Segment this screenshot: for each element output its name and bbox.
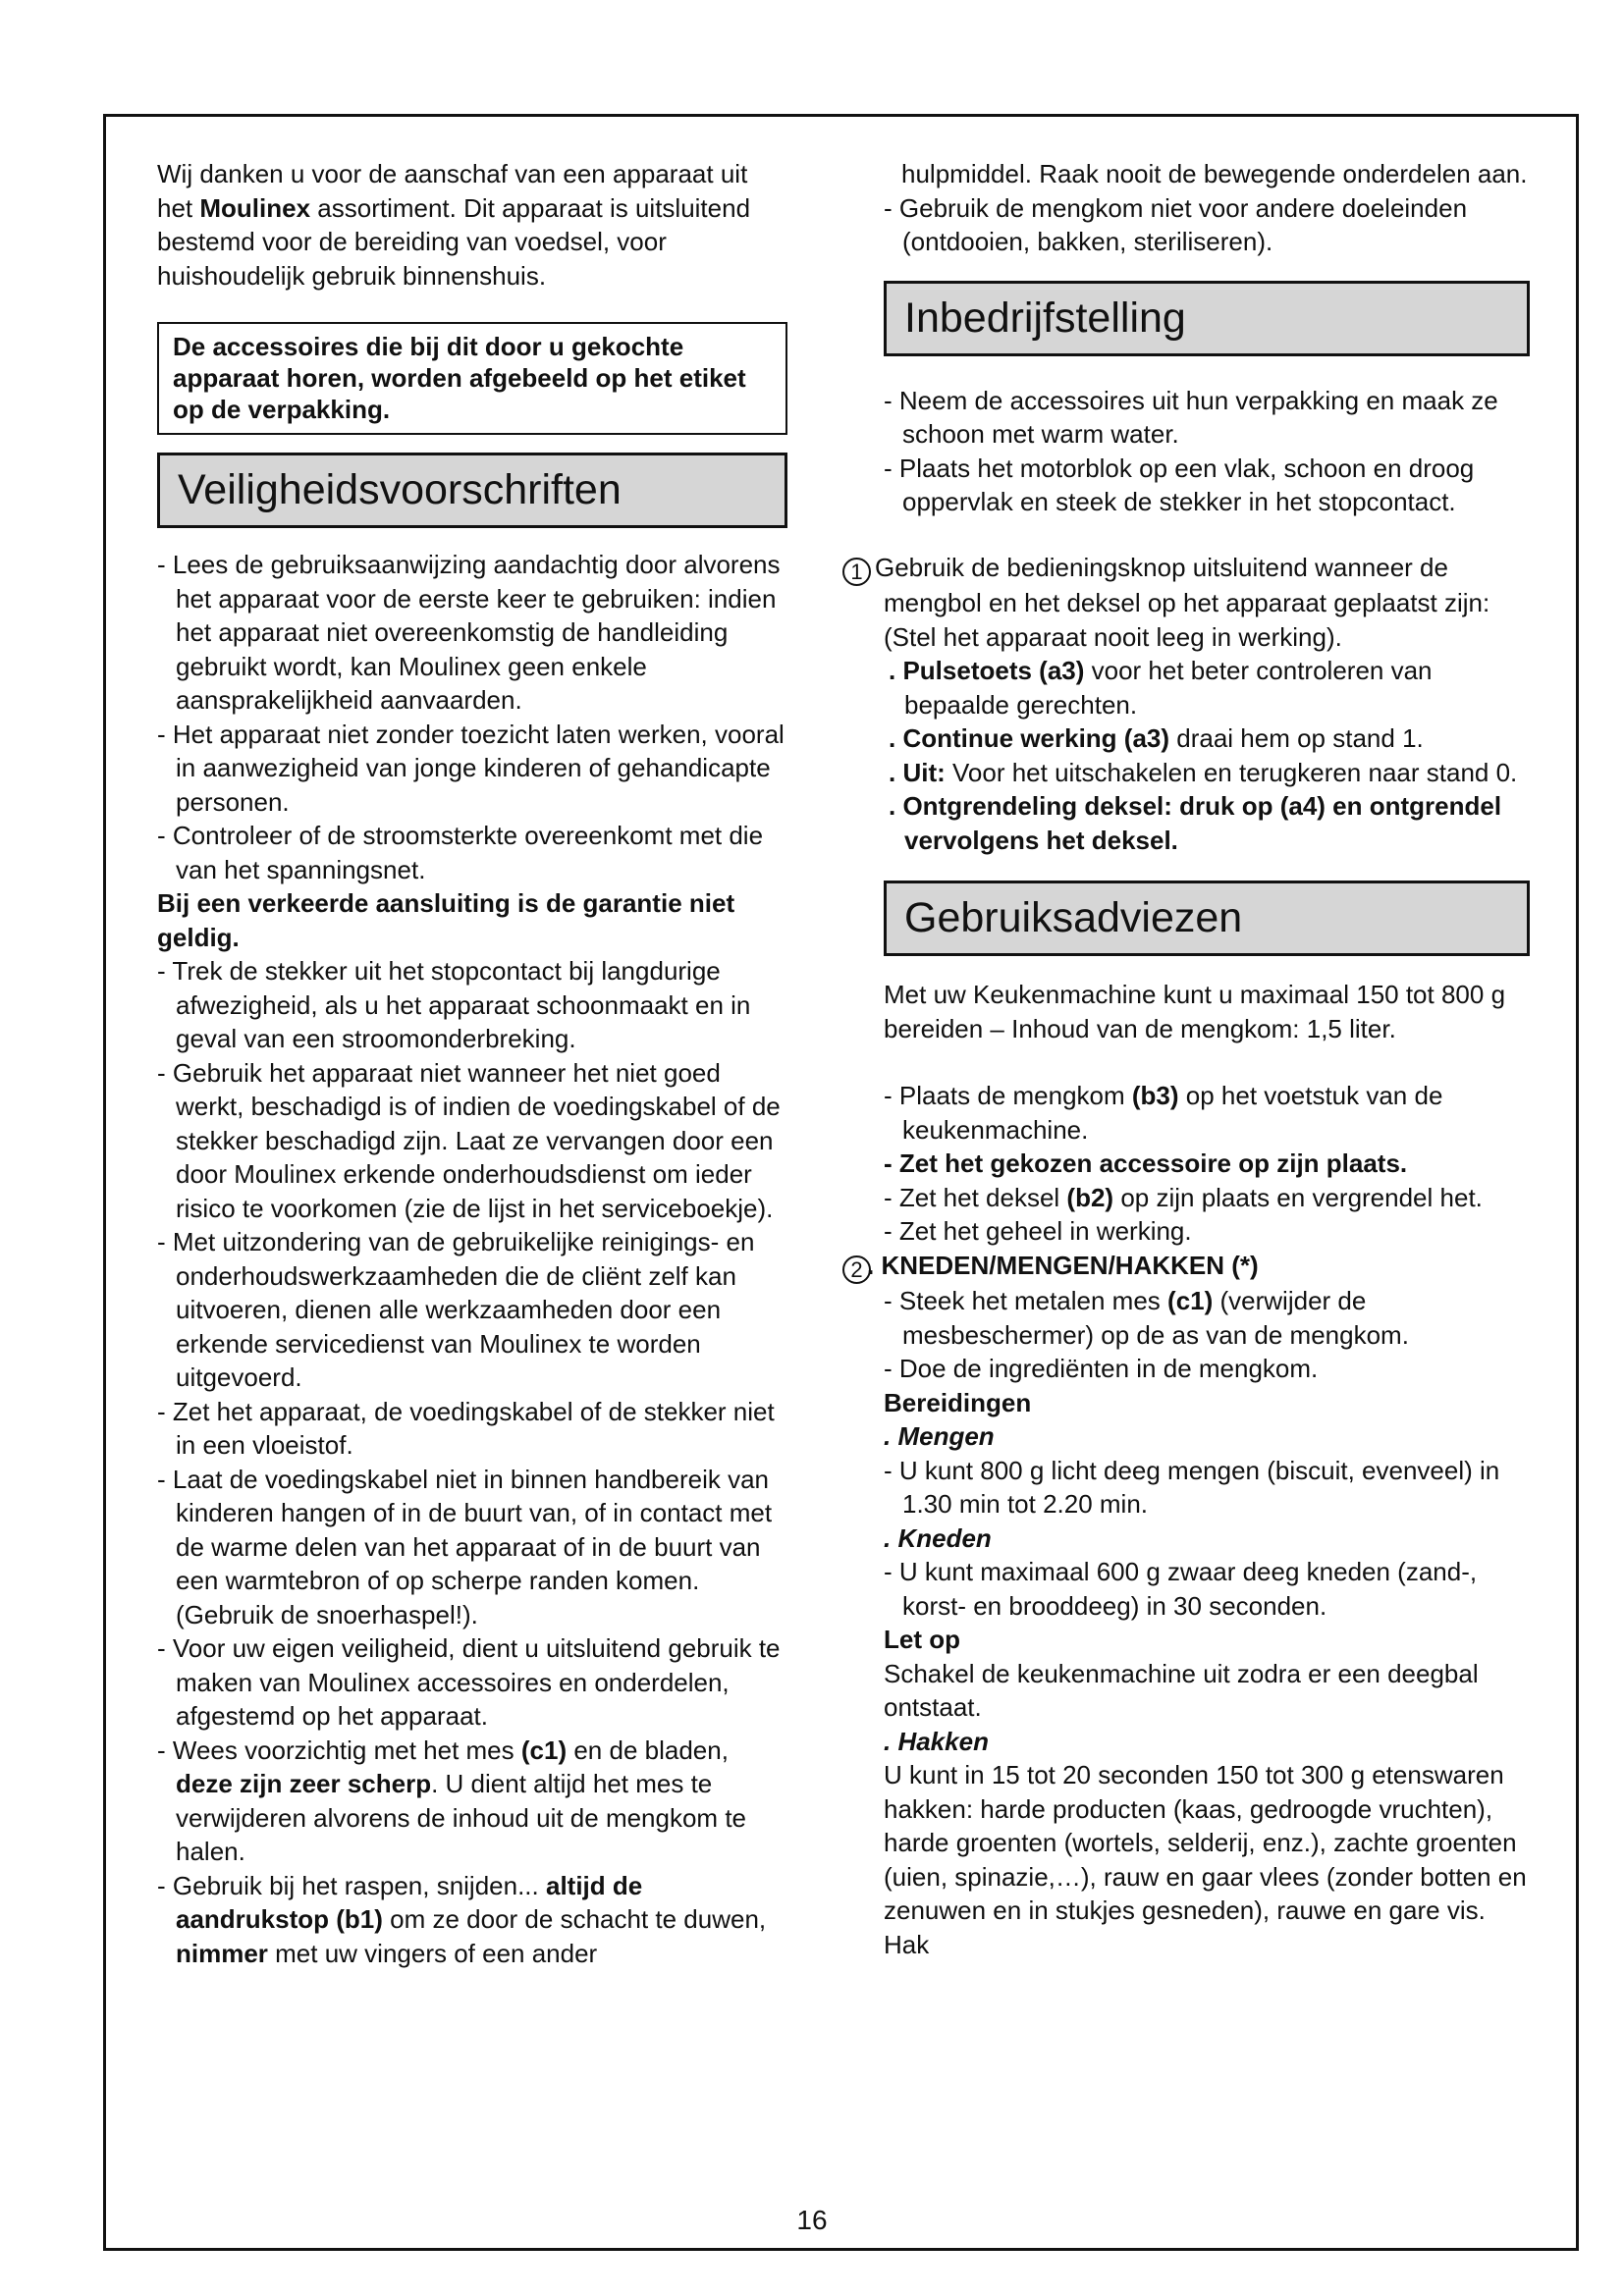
grater-warning: - Gebruik bij het raspen, snijden... altijd de aandrukstop (b1) om ze door de schacht te duwen, nimmer met uw vingers of een ander bbox=[157, 1870, 767, 1968]
usage-advice-heading: Gebruiksadviezen bbox=[884, 881, 1530, 956]
chopping-title: . Hakken bbox=[884, 1726, 989, 1756]
pulse-button-info: . Pulsetoets (a3) voor het beter controleren van bepaalde gerechten. bbox=[889, 656, 1433, 720]
safety-item: - Lees de gebruiksaanwijzing aandachtig door alvorens het apparaat voor de eerste keer te gebruiken: indien het apparaat niet overeenkomstig de handleiding gebruikt wordt, kan Moulinex geen enkele aansprakelijkheid aanvaarden. bbox=[157, 550, 781, 715]
step-1-marker: 1 bbox=[842, 558, 871, 586]
right-column bbox=[850, 157, 1530, 1961]
left-column bbox=[157, 157, 787, 1970]
lid-step: - Zet het deksel (b2) op zijn plaats en vergrendel het. bbox=[884, 1182, 1483, 1212]
preparations-title: Bereidingen bbox=[884, 1387, 1032, 1417]
step-2-marker: 2 bbox=[842, 1255, 871, 1284]
safety-item: - Voor uw eigen veiligheid, dient u uitsluitend gebruik te maken van Moulinex accessoires en onderdelen, afgestemd op het apparaat. bbox=[157, 1633, 781, 1731]
startup-item: - Neem de accessoires uit hun verpakking en maak ze schoon met warm water. bbox=[884, 385, 1498, 449]
place-bowl-step: - Plaats de mengkom (b3) op het voetstuk van de keukenmachine. bbox=[884, 1081, 1443, 1145]
safety-item: - Controleer of de stroomsterkte overeenkomt met die van het spanningsnet. bbox=[157, 821, 764, 884]
safety-item: - Met uitzondering van de gebruikelijke reinigings- en onderhoudswerkzaamheden die de cliënt zelf kan uitvoeren, dienen alle werkzaamheden door een erkende servicedienst van Moulinex te worden uitgevoerd. bbox=[157, 1227, 755, 1392]
lid-unlock-info: . Ontgrendeling deksel: druk op (a4) en ontgrendel vervolgens het deksel. bbox=[889, 791, 1502, 855]
run-step: - Zet het geheel in werking. bbox=[884, 1216, 1192, 1246]
note-title: Let op bbox=[884, 1625, 960, 1654]
mixing-title: . Mengen bbox=[884, 1421, 995, 1451]
page-number: 16 bbox=[796, 2205, 828, 2235]
safety-item: - Laat de voedingskabel niet in binnen handbereik van kinderen hangen of in de buurt van, of in contact met de warme delen van het apparaat of in de buurt van een warmtebron of op scherpe randen komen. (Gebruik de snoerhaspel!). bbox=[157, 1464, 773, 1629]
mixing-text: - U kunt 800 g licht deeg mengen (biscuit, evenveel) in 1.30 min tot 2.20 min. bbox=[884, 1455, 1500, 1519]
blade-step: - Steek het metalen mes (c1) (verwijder de mesbeschermer) op de as van de mengkom. bbox=[884, 1286, 1409, 1350]
bowl-usage-note: - Gebruik de mengkom niet voor andere doeleinden (ontdooien, bakken, steriliseren). bbox=[884, 192, 1468, 256]
note-text: Schakel de keukenmachine uit zodra er een deegbal ontstaat. bbox=[884, 1658, 1479, 1722]
accessories-notice: De accessoires die bij dit door u gekochte apparaat horen, worden afgebeeld op het etiket op de verpakking. bbox=[157, 322, 787, 435]
control-instruction: 1 Gebruik de bedieningsknop uitsluitend wanneer de mengbol en het deksel op het apparaat geplaatst zijn: (Stel het apparaat nooit leeg in werking). bbox=[884, 551, 1530, 655]
capacity-text: Met uw Keukenmachine kunt u maximaal 150 tot 800 g bereiden – Inhoud van de mengkom: 1,5 liter. bbox=[884, 980, 1506, 1043]
ingredients-step: - Doe de ingrediënten in de mengkom. bbox=[884, 1354, 1319, 1383]
kneading-subtitle: . Kneden bbox=[884, 1522, 992, 1553]
kneading-text: - U kunt maximaal 600 g zwaar deeg kneden (zand-, korst- en brooddeeg) in 30 seconden. bbox=[884, 1557, 1478, 1621]
chopping-text: U kunt in 15 tot 20 seconden 150 tot 300 g etenswaren hakken: harde producten (kaas, gedroogde vruchten), harde groenten (wortels, selderij, enz.), zachte groenten (uien, spinazie,…), rauw en gaar vlees (zonder botten en zenuwen en in stukjes gesneden), rauwe en gare vis. Hak bbox=[884, 1760, 1527, 1959]
warranty-warning: Bij een verkeerde aansluiting is de garantie niet geldig. bbox=[157, 888, 735, 952]
startup-item: - Plaats het motorblok op een vlak, schoon en droog oppervlak en steek de stekker in het stopcontact. bbox=[884, 453, 1475, 516]
continuous-mode-info: . Continue werking (a3) draai hem op stand 1. bbox=[889, 723, 1424, 753]
safety-heading: Veiligheidsvoorschriften bbox=[157, 453, 787, 528]
safety-item: - Zet het apparaat, de voedingskabel of de stekker niet in een vloeistof. bbox=[157, 1396, 775, 1460]
off-info: . Uit: Voor het uitschakelen en terugkeren naar stand 0. bbox=[889, 757, 1518, 787]
startup-heading: Inbedrijfstelling bbox=[884, 281, 1530, 356]
kneading-title: 2 . KNEDEN/MENGEN/HAKKEN (*) bbox=[884, 1249, 1530, 1285]
continued-text: hulpmiddel. Raak nooit de bewegende onderdelen aan. bbox=[901, 159, 1528, 188]
safety-item: - Trek de stekker uit het stopcontact bij langdurige afwezigheid, als u het apparaat schoonmaakt en in geval van een stroomonderbreking. bbox=[157, 956, 751, 1053]
intro-text: Wij danken u voor de aanschaf van een apparaat uit het Moulinex assortiment. Dit apparaat is uitsluitend bestemd voor de bereiding van voedsel, voor huishoudelijk gebruik binnenshuis. bbox=[157, 159, 751, 291]
safety-item: - Het apparaat niet zonder toezicht laten werken, vooral in aanwezigheid van jonge kinderen of gehandicapte personen. bbox=[157, 719, 785, 817]
safety-item: - Gebruik het apparaat niet wanneer het niet goed werkt, beschadigd is of indien de voedingskabel of de stekker beschadigd zijn. Laat ze vervangen door een door Moulinex erkende onderhoudsdienst om ieder risico te voorkomen (zie de lijst in het serviceboekje). bbox=[157, 1057, 781, 1223]
place-accessory-step: - Zet het gekozen accessoire op zijn plaats. bbox=[884, 1148, 1408, 1178]
knife-warning: - Wees voorzichtig met het mes (c1) en de bladen, deze zijn zeer scherp. U dient altijd het mes te verwijderen alvorens de inhoud uit de mengkom te halen. bbox=[157, 1735, 747, 1866]
